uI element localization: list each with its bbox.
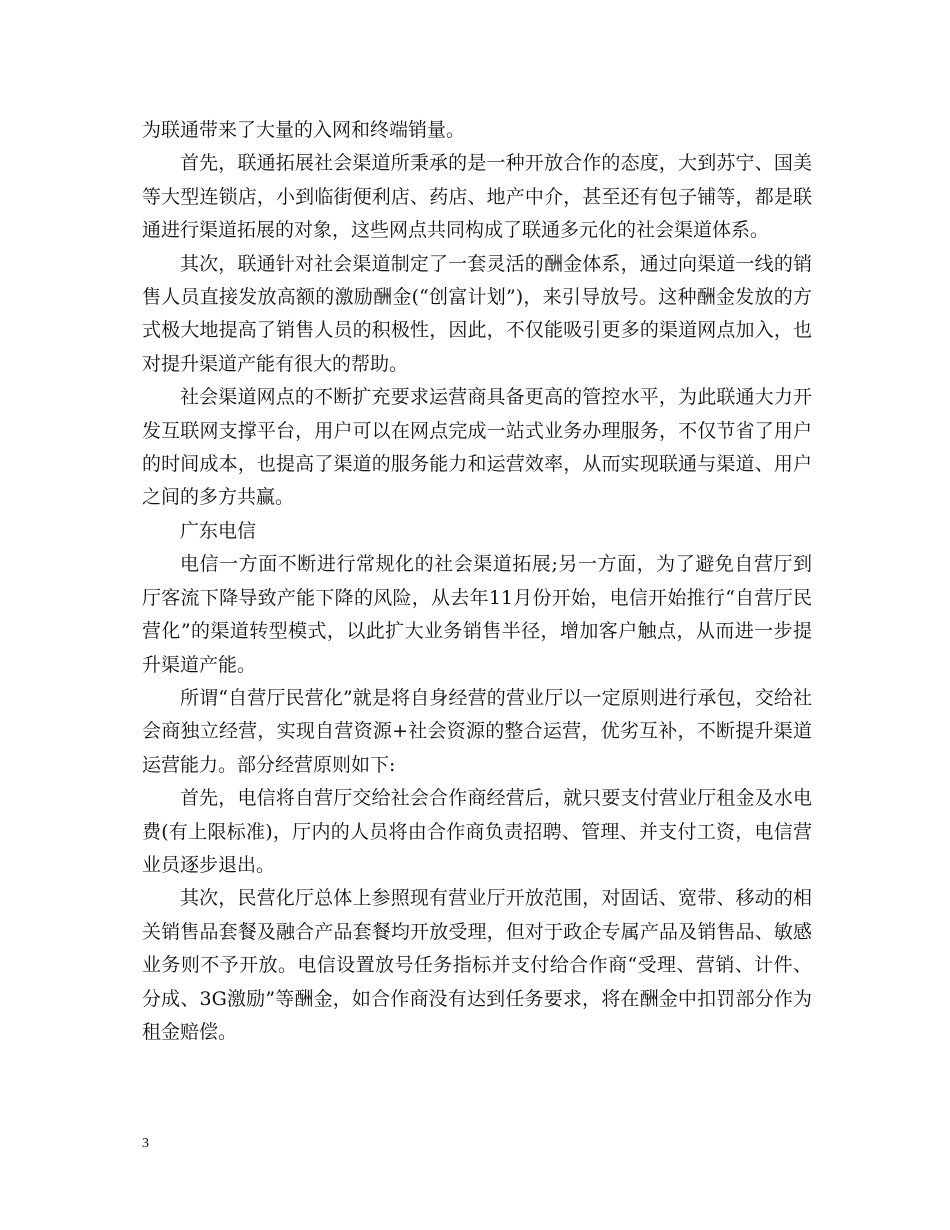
paragraph-4: 社会渠道网点的不断扩充要求运营商具备更高的管控水平，为此联通大力开发互联网支撑平台，用户可以在网点完成一站式业务办理服务，不仅节省了用户的时间成本，也提高了渠道的服务能力和运营效率，从而实现联通与渠道、用户之间的多方共赢。 — [142, 386, 812, 509]
page-number: 3 — [142, 1136, 149, 1151]
paragraph-2: 首先，联通拓展社会渠道所秉承的是一种开放合作的态度，大到苏宁、国美等大型连锁店，小到临街便利店、药店、地产中介，甚至还有包子铺等，都是联通进行渠道拓展的对象，这些网点共同构成了联通多元化的社会渠道体系。 — [142, 152, 812, 242]
document-body — [142, 114, 812, 1049]
paragraph-8: 其次，民营化厅总体上参照现有营业厅开放范围，对固话、宽带、移动的相关销售品套餐及融合产品套餐均开放受理，但对于政企专属产品及销售品、敏感业务则不予开放。电信设置放号任务指标并支付给合作商“受理、营销、计件、分成、3G激励”等酬金，如合作商没有达到任务要求，将在酬金中扣罚部分作为租金赔偿。 — [142, 887, 812, 1043]
paragraph-6: 所谓“自营厅民营化”就是将自身经营的营业厅以一定原则进行承包，交给社会商独立经营，实现自营资源+社会资源的整合运营，优劣互补，不断提升渠道运营能力。部分经营原则如下: — [142, 686, 812, 776]
paragraph-7: 首先，电信将自营厅交给社会合作商经营后，就只要支付营业厅租金及水电费(有上限标准)，厅内的人员将由合作商负责招聘、管理、并支付工资，电信营业员逐步退出。 — [142, 787, 812, 876]
paragraph-5: 电信一方面不断进行常规化的社会渠道拓展;另一方面，为了避免自营厅到厅客流下降导致产能下降的风险，从去年11月份开始，电信开始推行“自营厅民营化”的渠道转型模式，以此扩大业务销售半径，增加客户触点，从而进一步提升渠道产能。 — [142, 553, 812, 676]
paragraph-1: 为联通带来了大量的入网和终端销量。 — [142, 119, 466, 141]
section-heading-guangdong-telecom: 广东电信 — [180, 519, 257, 542]
paragraph-3: 其次，联通针对社会渠道制定了一套灵活的酬金体系，通过向渠道一线的销售人员直接发放高额的激励酬金(“创富计划”)，来引导放号。这种酬金发放的方式极大地提高了销售人员的积极性，因此，不仅能吸引更多的渠道网点加入，也对提升渠道产能有很大的帮助。 — [142, 252, 812, 375]
